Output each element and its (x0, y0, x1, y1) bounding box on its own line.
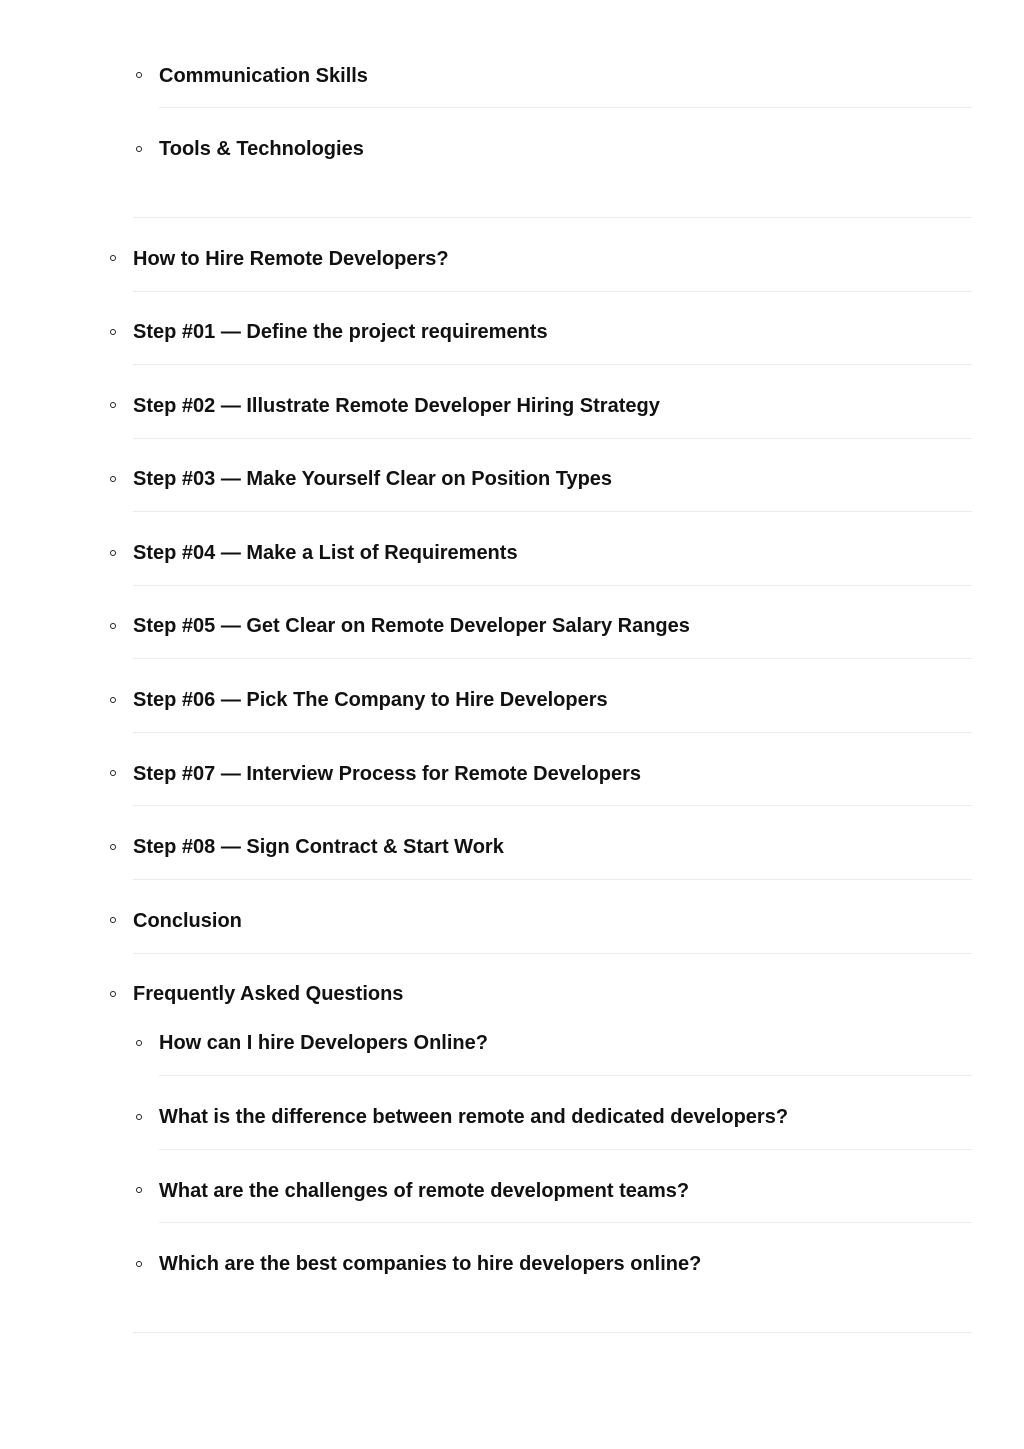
toc-item-step-02[interactable]: Step #02 — Illustrate Remote Developer Hiring Strategy (133, 395, 660, 417)
circle-bullet-icon (136, 1040, 142, 1046)
divider (159, 1222, 972, 1223)
circle-bullet-icon (110, 329, 116, 335)
circle-bullet-icon (110, 550, 116, 556)
divider (133, 1332, 972, 1333)
circle-bullet-icon (136, 1187, 142, 1193)
divider (133, 217, 972, 218)
divider (159, 107, 972, 108)
circle-bullet-icon (136, 1114, 142, 1120)
divider (133, 585, 972, 586)
circle-bullet-icon (110, 770, 116, 776)
toc-subitem-faq-challenges[interactable]: What are the challenges of remote development teams? (159, 1180, 690, 1202)
circle-bullet-icon (110, 991, 116, 997)
divider (133, 291, 972, 292)
toc-item-step-07[interactable]: Step #07 — Interview Process for Remote Developers (133, 763, 641, 785)
divider (133, 879, 972, 880)
divider (133, 805, 972, 806)
circle-bullet-icon (110, 623, 116, 629)
circle-bullet-icon (136, 72, 142, 78)
toc-item-faq[interactable]: Frequently Asked Questions (133, 983, 404, 1005)
divider (133, 732, 972, 733)
toc-item-how-to-hire[interactable]: How to Hire Remote Developers? (133, 248, 449, 270)
divider (133, 953, 972, 954)
circle-bullet-icon (110, 844, 116, 850)
toc-item-step-03[interactable]: Step #03 — Make Yourself Clear on Position Types (133, 468, 613, 490)
circle-bullet-icon (110, 255, 116, 261)
circle-bullet-icon (110, 917, 116, 923)
circle-bullet-icon (136, 146, 142, 152)
circle-bullet-icon (110, 697, 116, 703)
divider (133, 364, 972, 365)
toc-item-step-08[interactable]: Step #08 — Sign Contract & Start Work (133, 836, 504, 858)
toc-subitem-tools-technologies[interactable]: Tools & Technologies (159, 138, 364, 160)
toc-subitem-faq-hire-online[interactable]: How can I hire Developers Online? (159, 1032, 488, 1054)
toc-item-step-05[interactable]: Step #05 — Get Clear on Remote Developer Salary Ranges (133, 615, 690, 637)
toc-item-step-04[interactable]: Step #04 — Make a List of Requirements (133, 542, 518, 564)
toc-subitem-faq-best-companies[interactable]: Which are the best companies to hire developers online? (159, 1253, 702, 1275)
divider (133, 511, 972, 512)
toc-item-conclusion[interactable]: Conclusion (133, 910, 242, 932)
toc-item-step-01[interactable]: Step #01 — Define the project requirements (133, 321, 548, 343)
circle-bullet-icon (136, 1261, 142, 1267)
toc-subitem-communication-skills[interactable]: Communication Skills (159, 65, 368, 87)
divider (133, 438, 972, 439)
toc-subitem-faq-remote-vs-dedicated[interactable]: What is the difference between remote and dedicated developers? (159, 1106, 789, 1128)
divider (159, 1075, 972, 1076)
circle-bullet-icon (110, 476, 116, 482)
divider (133, 658, 972, 659)
circle-bullet-icon (110, 402, 116, 408)
toc-item-step-06[interactable]: Step #06 — Pick The Company to Hire Developers (133, 689, 608, 711)
divider (159, 1149, 972, 1150)
